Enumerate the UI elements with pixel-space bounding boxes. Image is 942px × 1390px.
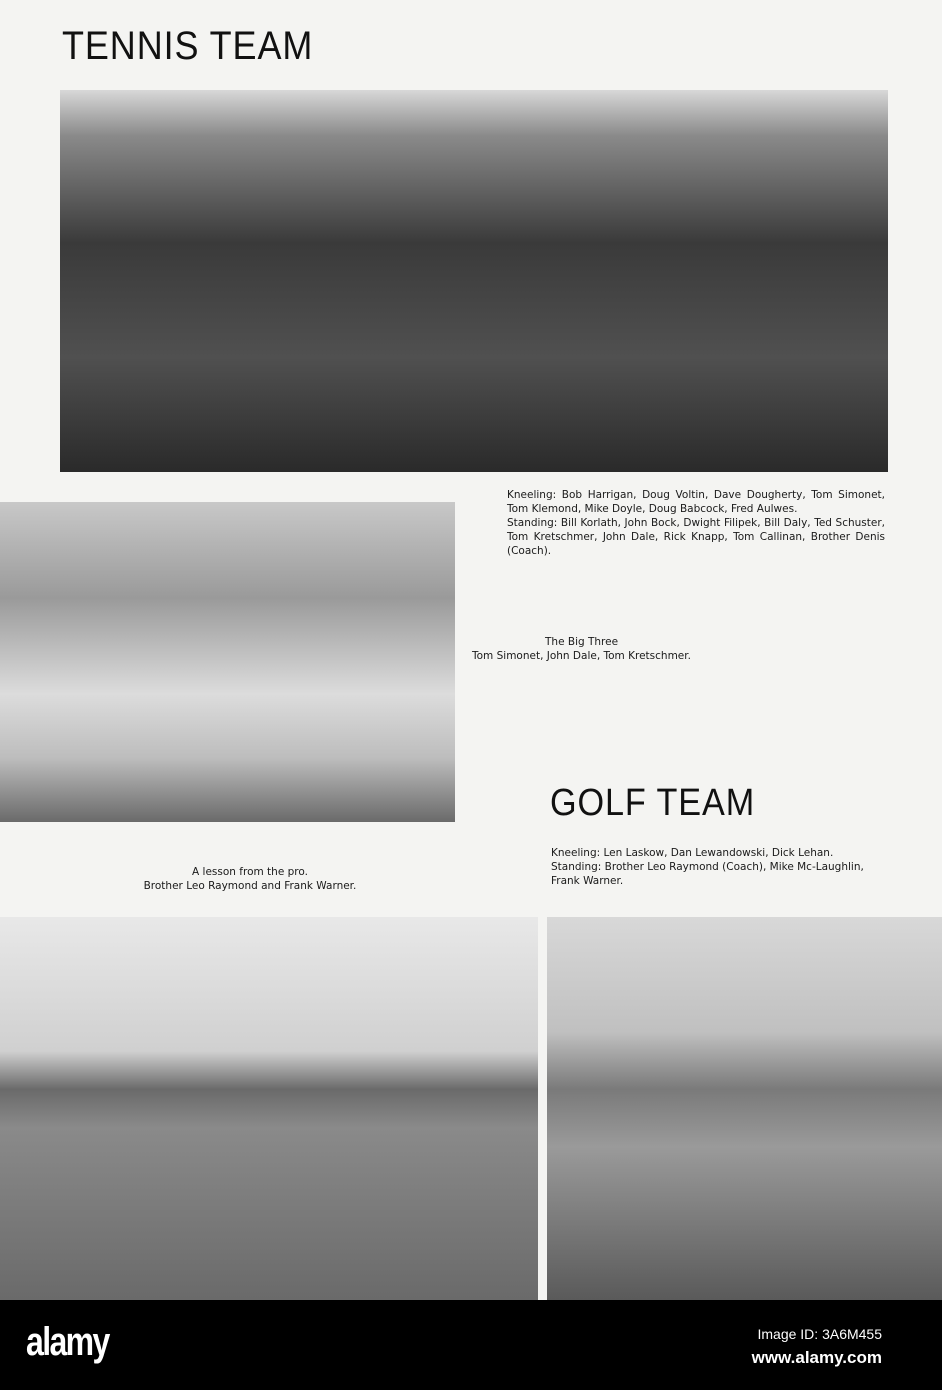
image-id: Image ID: 3A6M455 [757,1326,882,1342]
big-three-caption [472,635,702,663]
tennis-kneeling-names: Kneeling: Bob Harrigan, Doug Voltin, Dave Dougherty, Tom Simonet, Tom Klemond, Mike Doyle, Doug Babcock, Fred Aulwes. [507,489,885,515]
alamy-logo: alamy [26,1320,109,1364]
big-three-title: The Big Three [545,636,619,648]
golf-kneeling-names: Kneeling: Len Laskow, Dan Lewandowski, Dick Lehan. [551,847,834,859]
golf-team-title: GOLF TEAM [550,782,756,824]
tennis-team-title: TENNIS TEAM [62,24,314,68]
golf-team-caption [551,846,881,888]
lesson-caption [100,865,400,893]
tennis-standing-names: Standing: Bill Korlath, John Bock, Dwight Filipek, Bill Daly, Ted Schuster, Tom Kretschmer, John Dale, Rick Knapp, Tom Callinan, Brother Denis (Coach). [507,517,885,557]
golf-team-photo [547,917,942,1300]
lesson-caption-line1: A lesson from the pro. [192,866,308,878]
golf-standing-names: Standing: Brother Leo Raymond (Coach), Mike Mc-Laughlin, Frank Warner. [551,861,864,887]
big-three-photo [0,502,455,822]
golf-lesson-photo [0,917,538,1300]
alamy-url: www.alamy.com [751,1348,882,1367]
lesson-caption-line2: Brother Leo Raymond and Frank Warner. [143,880,357,892]
tennis-team-photo [60,90,888,472]
big-three-names: Tom Simonet, John Dale, Tom Kretschmer. [472,650,691,662]
tennis-team-caption [507,488,885,558]
watermark-footer [0,1300,942,1390]
